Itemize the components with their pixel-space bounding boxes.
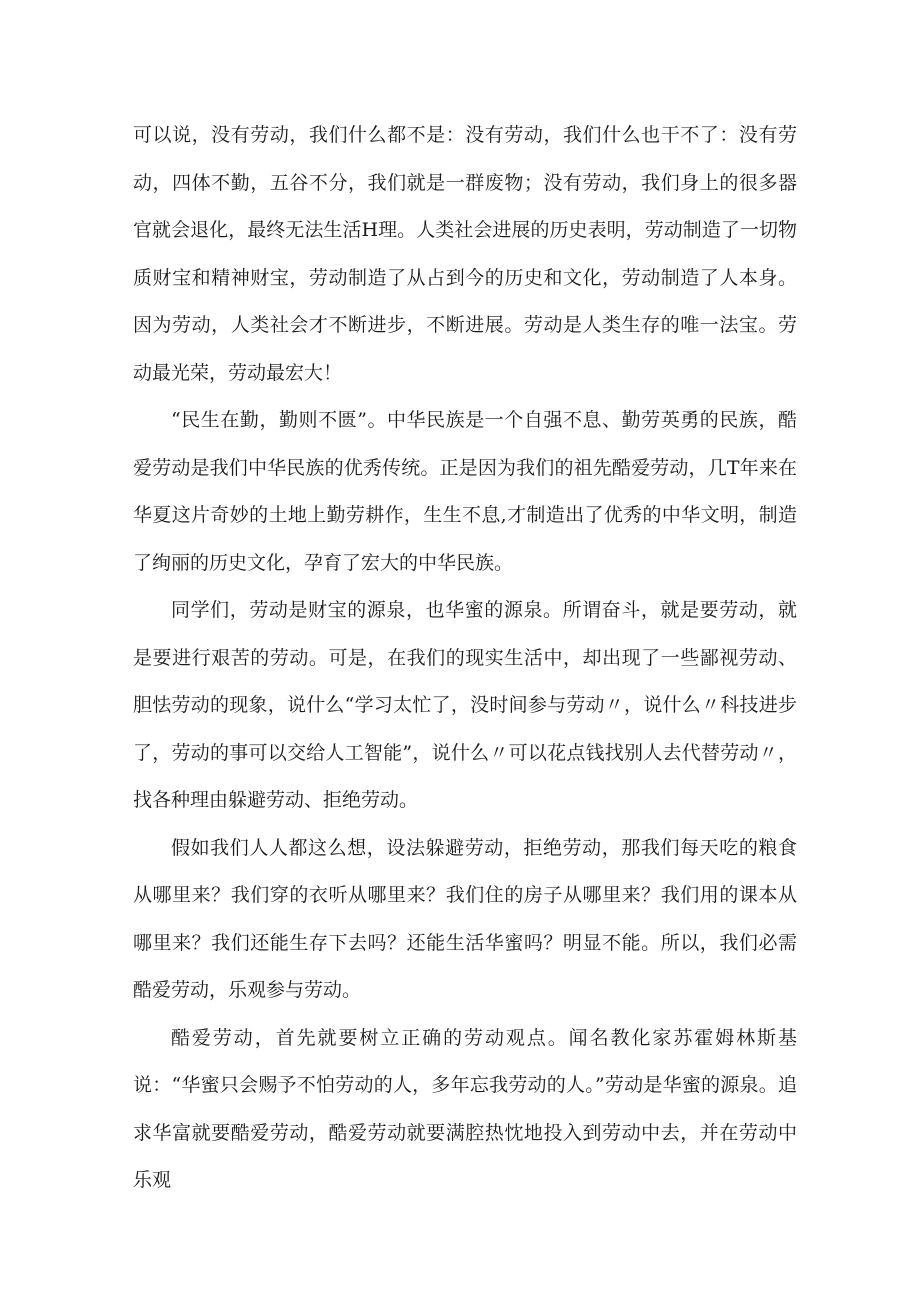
paragraph-2: “民生在勤，勤则不匮”。中华民族是一个自强不息、勤劳英勇的民族，酷爱劳动是我们中华民族的优秀传统。正是因为我们的祖先酷爱劳动，几T年来在华夏这片奇妙的土地上勤劳耕作，生生不息,才制造出了优秀的中华文明，制造了绚丽的历史文化，孕育了宏大的中华民族。 [133,409,797,574]
document-body [133,112,797,1205]
paragraph-5: 酷爱劳动，首先就要树立正确的劳动观点。闻名教化家苏霍姆林斯基说：“华蜜只会赐予不怕劳动的人，多年忘我劳动的人。”劳动是华蜜的源泉。追求华富就要酷爱劳动，酷爱劳动就要满腔热忱地投入到劳动中去，并在劳动中乐观 [133,1026,797,1191]
paragraph-4: 假如我们人人都这么想，设法躲避劳动，拒绝劳动，那我们每天吃的粮食从哪里来？我们穿的衣听从哪里来？我们住的房子从哪里来？我们用的课本从哪里来？我们还能生存下去吗？还能生活华蜜吗？明显不能。所以，我们必需酷爱劳动，乐观参与劳动。 [133,836,797,1001]
paragraph-1: 可以说，没有劳动，我们什么都不是：没有劳动，我们什么也干不了：没有劳动，四体不勤，五谷不分，我们就是一群废物；没有劳动，我们身上的很多器官就会退化，最终无法生活H理。人类社会进展的历史表明，劳动制造了一切物质财宝和精神财宝，劳动制造了从占到今的历史和文化，劳动制造了人本身。因为劳动，人类社会才不断进步，不断进展。劳动是人类生存的唯一法宝。劳动最光荣，劳动最宏大！ [133,124,797,384]
paragraph-3: 同学们，劳动是财宝的源泉，也华蜜的源泉。所谓奋斗，就是要劳动，就是要进行艰苦的劳动。可是，在我们的现实生活中，却出现了一些鄙视劳动、胆怯劳动的现象，说什么“学习太忙了，没时间参与劳动〃，说什么〃科技进步了，劳动的事可以交给人工智能”，说什么〃可以花点钱找别人去代替劳动〃，找各种理由躲避劳动、拒绝劳动。 [133,599,797,811]
